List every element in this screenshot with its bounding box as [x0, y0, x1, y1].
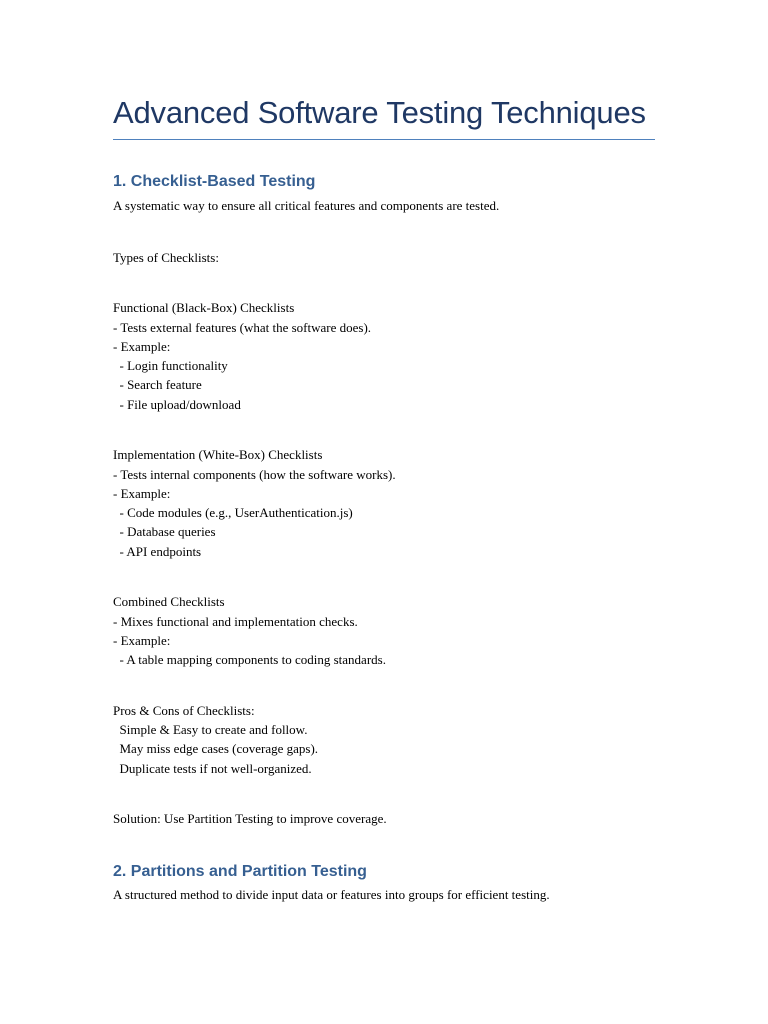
list-item: - Login functionality	[113, 358, 228, 373]
pros-cons-heading: Pros & Cons of Checklists:	[113, 703, 255, 718]
list-item: - Example:	[113, 633, 171, 648]
types-heading: Types of Checklists:	[113, 250, 219, 265]
combined-heading: Combined Checklists	[113, 594, 225, 609]
list-item: Duplicate tests if not well-organized.	[113, 761, 312, 776]
list-item: May miss edge cases (coverage gaps).	[113, 741, 319, 756]
section-heading-partition-testing: 2. Partitions and Partition Testing	[113, 863, 367, 880]
title-underline	[113, 139, 655, 140]
section-heading-checklist-testing: 1. Checklist-Based Testing	[113, 173, 316, 190]
list-item: - Example:	[113, 339, 171, 354]
list-item: - Tests internal components (how the software works).	[113, 467, 396, 482]
document-title: Advanced Software Testing Techniques	[113, 95, 646, 130]
list-item: - Database queries	[113, 524, 216, 539]
list-item: - Example:	[113, 486, 171, 501]
solution-text: Solution: Use Partition Testing to improve coverage.	[113, 811, 387, 826]
list-item: - Tests external features (what the software does).	[113, 320, 372, 335]
list-item: - Search feature	[113, 377, 202, 392]
list-item: - Code modules (e.g., UserAuthentication.js)	[113, 505, 353, 520]
section-intro: A structured method to divide input data or features into groups for efficient testing.	[113, 887, 550, 902]
list-item: - File upload/download	[113, 397, 241, 412]
list-item: - API endpoints	[113, 544, 202, 559]
list-item: - Mixes functional and implementation checks.	[113, 614, 358, 629]
section-intro: A systematic way to ensure all critical features and components are tested.	[113, 198, 500, 213]
list-item: Simple & Easy to create and follow.	[113, 722, 308, 737]
list-item: - A table mapping components to coding standards.	[113, 652, 386, 667]
implementation-heading: Implementation (White-Box) Checklists	[113, 447, 323, 462]
functional-heading: Functional (Black-Box) Checklists	[113, 300, 295, 315]
